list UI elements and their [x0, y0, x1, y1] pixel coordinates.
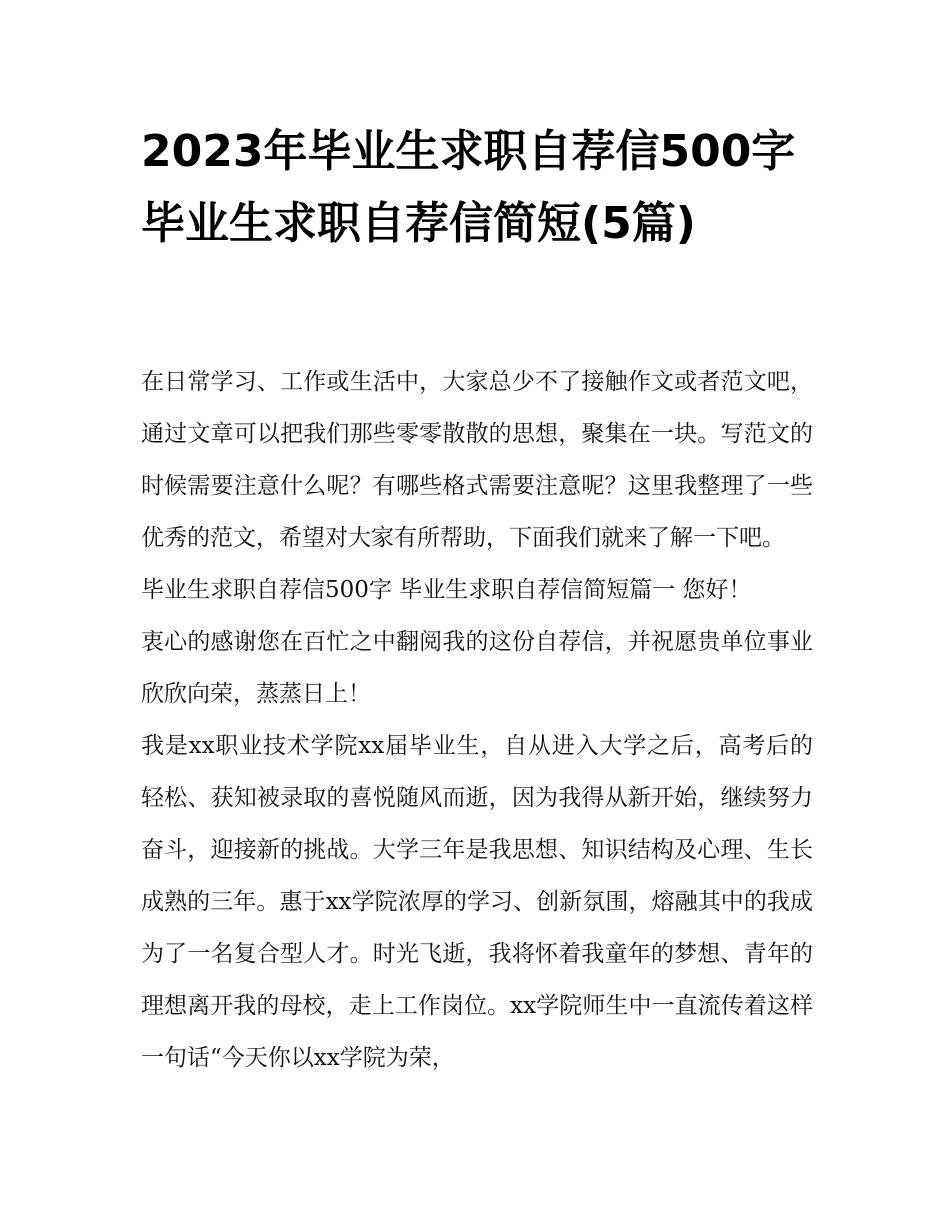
self-introduction-paragraph: 我是xx职业技术学院xx届毕业生，自从进入大学之后，高考后的轻松、获知被录取的喜悦随风而逝，因为我得从新开始，继续努力奋斗，迎接新的挑战。大学三年是我思想、知识结构及心理、生长成熟的三年。惠于xx学院浓厚的学习、创新氛围，熔融其中的我成为了一名复合型人才。时光飞逝，我将怀着我童年的梦想、青年的理想离开我的母校，走上工作岗位。xx学院师生中一直流传着这样一句话“今天你以xx学院为荣，: [141, 733, 813, 1071]
thanks-paragraph: 衷心的感谢您在百忙之中翻阅我的这份自荐信，并祝愿贵单位事业欣欣向荣，蒸蒸日上！: [141, 629, 813, 707]
section-heading-paragraph: 毕业生求职自荐信500字 毕业生求职自荐信简短篇一 您好！: [141, 577, 752, 603]
document-body: [141, 356, 813, 1084]
intro-paragraph: 在日常学习、工作或生活中，大家总少不了接触作文或者范文吧，通过文章可以把我们那些零零散散的思想，聚集在一块。写范文的时候需要注意什么呢？有哪些格式需要注意呢？这里我整理了一些优秀的范文，希望对大家有所帮助，下面我们就来了解一下吧。: [141, 369, 813, 551]
document-title: 2023年毕业生求职自荐信500字 毕业生求职自荐信简短(5篇): [141, 126, 796, 249]
